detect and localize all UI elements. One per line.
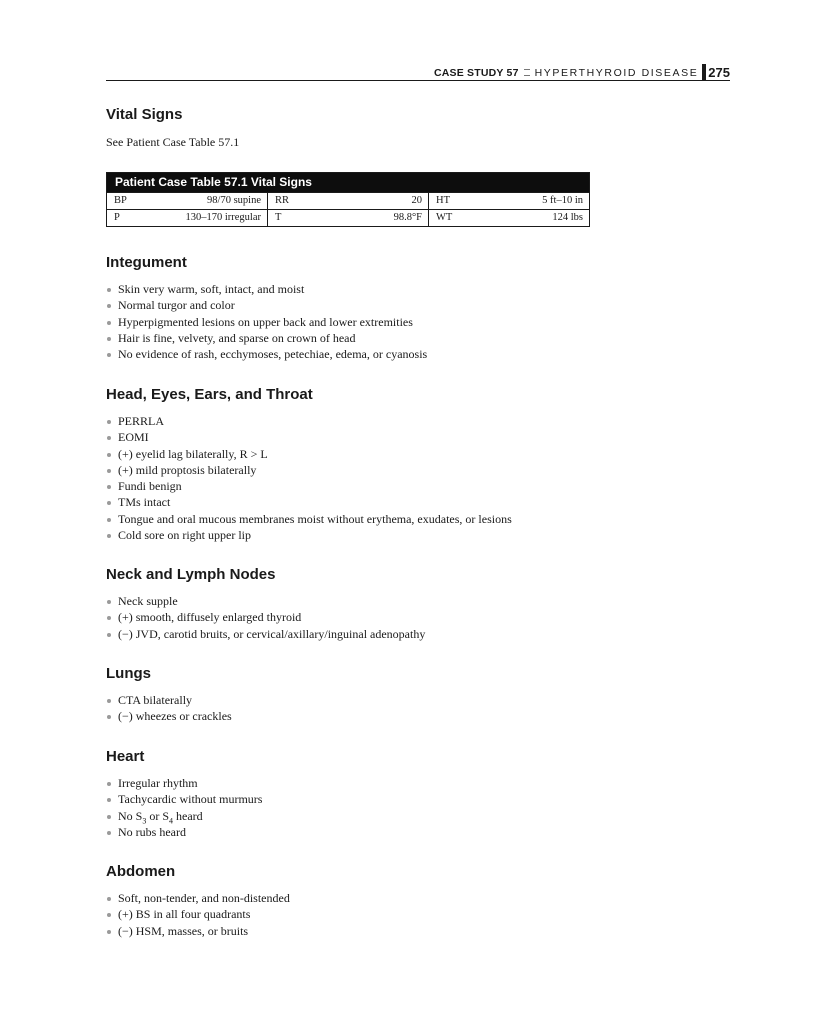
list-item: PERRLA [106,413,512,429]
list-item: CTA bilaterally [106,692,232,708]
list-item: EOMI [106,429,512,445]
topic-label: HYPERTHYROID DISEASE [534,67,699,79]
list-item: Irregular rhythm [106,775,262,791]
cell-label: HT [436,195,450,206]
lungs-list [106,692,232,725]
list-item: (+) mild proptosis bilaterally [106,462,512,478]
list-item: No evidence of rash, ecchymoses, petechiae, edema, or cyanosis [106,346,427,362]
running-header [106,64,730,81]
cell-value: 5 ft–10 in [542,195,583,206]
page-marker-bar [702,64,706,80]
heart-list [106,775,262,840]
list-item: Hyperpigmented lesions on upper back and lower extremities [106,314,427,330]
list-item: (−) wheezes or crackles [106,708,232,724]
table-cell [267,210,428,226]
cell-value: 20 [411,195,422,206]
vital-signs-heading: Vital Signs [106,106,183,123]
page-number: 275 [708,65,730,80]
table-cell [428,193,589,209]
table-cell [107,210,267,226]
list-item: No rubs heard [106,824,262,840]
list-item: Skin very warm, soft, intact, and moist [106,281,427,297]
neck-lymph-heading: Neck and Lymph Nodes [106,566,276,583]
list-item: (+) smooth, diffusely enlarged thyroid [106,609,425,625]
list-item: (−) HSM, masses, or bruits [106,923,290,939]
table-row [107,192,589,209]
list-item: Cold sore on right upper lip [106,527,512,543]
heart-sound-subscript: 3 [142,815,147,825]
list-item: Tongue and oral mucous membranes moist without erythema, exudates, or lesions [106,511,512,527]
neck-lymph-list [106,593,425,642]
heart-sound-text: heard [173,808,203,823]
cell-value: 130–170 irregular [185,212,261,223]
list-item: Neck supple [106,593,425,609]
list-item: Hair is fine, velvety, and sparse on crown of head [106,330,427,346]
table-title: Patient Case Table 57.1 Vital Signs [107,173,589,192]
case-study-label: CASE STUDY 57 [433,67,519,79]
abdomen-list [106,890,290,939]
cell-value: 98.8°F [393,212,422,223]
list-item: (+) eyelid lag bilaterally, R > L [106,446,512,462]
separator-icon [524,69,530,76]
table-cell [428,210,589,226]
heart-sound-text: No S [118,808,143,823]
cell-value: 124 lbs [552,212,583,223]
table-cell [267,193,428,209]
vital-signs-reference: See Patient Case Table 57.1 [106,135,240,149]
table-row [107,209,589,226]
cell-label: T [275,212,282,223]
list-item: Fundi benign [106,478,512,494]
list-item [106,808,262,824]
heart-sound-text: or S [146,808,170,823]
integument-heading: Integument [106,254,187,271]
list-item: TMs intact [106,494,512,510]
list-item: (+) BS in all four quadrants [106,906,290,922]
table-cell [107,193,267,209]
cell-label: P [114,212,120,223]
heent-heading: Head, Eyes, Ears, and Throat [106,386,313,403]
list-item: Tachycardic without murmurs [106,791,262,807]
heart-sound-subscript: 4 [169,815,174,825]
heent-list [106,413,512,543]
heart-heading: Heart [106,748,145,765]
lungs-heading: Lungs [106,665,151,682]
abdomen-heading: Abdomen [106,863,176,880]
cell-label: BP [114,195,127,206]
list-item: Soft, non-tender, and non-distended [106,890,290,906]
cell-label: RR [275,195,290,206]
integument-list [106,281,427,362]
list-item: (−) JVD, carotid bruits, or cervical/axillary/inguinal adenopathy [106,626,425,642]
list-item: Normal turgor and color [106,297,427,313]
cell-value: 98/70 supine [207,195,261,206]
vital-signs-table [106,172,590,227]
cell-label: WT [436,212,453,223]
